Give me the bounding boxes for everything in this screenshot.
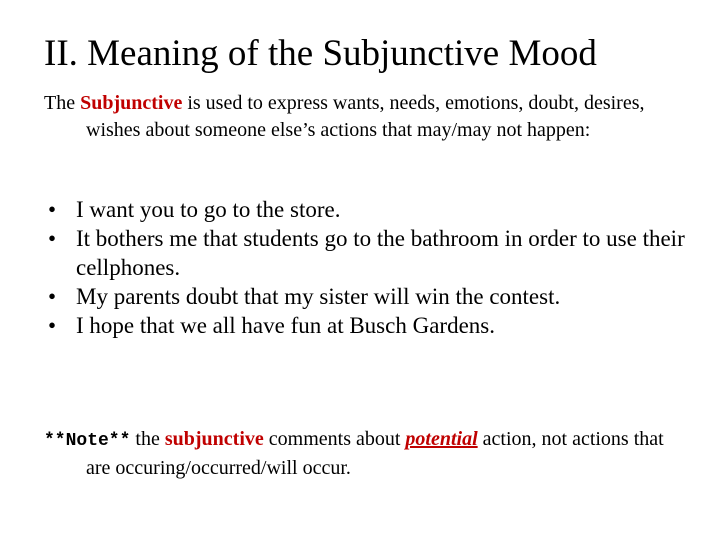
note-term: subjunctive (164, 428, 264, 450)
intro-term: Subjunctive (80, 92, 183, 114)
list-item (48, 195, 698, 224)
bullet-icon: • (48, 226, 57, 251)
slide-title: II. Meaning of the Subjunctive Mood (44, 33, 597, 74)
intro-paragraph (44, 90, 684, 144)
list-item-text: It bothers me that students go to the bathroom in order to use their cellphones. (76, 226, 685, 280)
note-paragraph (44, 426, 684, 482)
bullet-icon: • (48, 284, 57, 309)
note-lead: the (130, 428, 165, 450)
list-item-text: I want you to go to the store. (76, 197, 341, 222)
note-mark: **Note** (44, 431, 131, 451)
list-item (48, 282, 698, 311)
list-item-text: My parents doubt that my sister will win the contest. (76, 284, 561, 309)
intro-lead: The (44, 92, 81, 114)
note-rest: action, not actions that are occuring/occurred/will occur. (86, 428, 664, 479)
note-emphasis: potential (405, 428, 478, 450)
note-middle: comments about (263, 428, 406, 450)
example-list (48, 195, 698, 340)
list-item-text: I hope that we all have fun at Busch Gardens. (76, 313, 495, 338)
list-item (48, 311, 698, 340)
intro-rest: is used to express wants, needs, emotions, doubt, desires, wishes about someone else’s actions that may/may not happen: (86, 92, 645, 141)
list-item (48, 224, 698, 282)
bullet-icon: • (48, 313, 57, 338)
bullet-icon: • (48, 197, 57, 222)
